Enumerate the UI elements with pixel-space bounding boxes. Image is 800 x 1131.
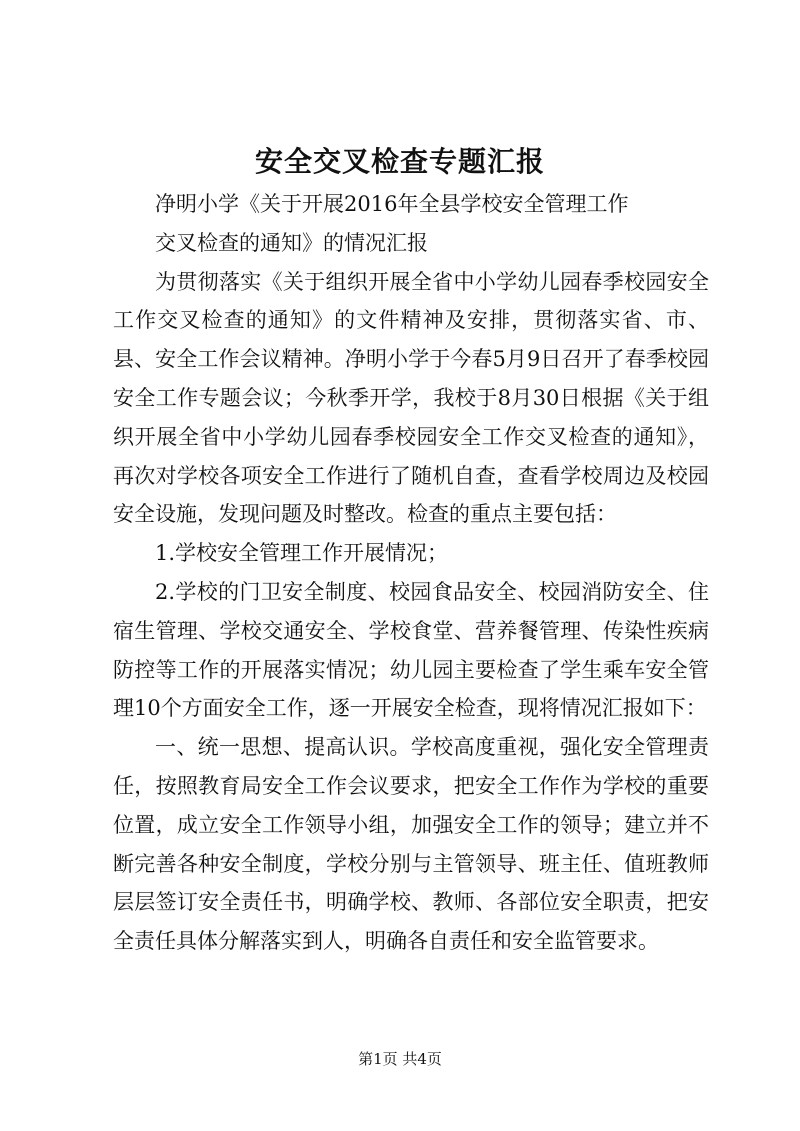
paragraph-item-1: 1.学校安全管理工作开展情况； xyxy=(155,541,449,566)
paragraph-heading-line-1: 净明小学《关于开展2016年全县学校安全管理工作 xyxy=(155,192,629,216)
paragraph-item-2: 2.学校的门卫安全制度、校园食品安全、校园消防安全、住宿生管理、学校交通安全、学校食堂、营养餐管理、传染性疾病防控等工作的开展落实情况；幼儿园主要检查了学生乘车安全管理10个方面安全工作，逐一开展安全检查，现将情况汇报如下： xyxy=(113,579,709,721)
document-title: 安全交叉检查专题汇报 xyxy=(254,145,545,178)
paragraph-intro: 为贯彻落实《关于组织开展全省中小学幼儿园春季校园安全工作交叉检查的通知》的文件精神及安排，贯彻落实省、市、县、安全工作会议精神。净明小学于今春5月9日召开了春季校园安全工作专题会议；今秋季开学，我校于8月30日根据《关于组织开展全省中小学幼儿园春季校园安全工作交叉检查的通知》，再次对学校各项安全工作进行了随机自查，查看学校周边及校园安全设施，发现问题及时整改。检查的重点主要包括： xyxy=(113,269,709,527)
page-number-footer: 第1页 共4页 xyxy=(358,1050,442,1068)
paragraph-section-1: 一、统一思想、提高认识。学校高度重视，强化安全管理责任，按照教育局安全工作会议要求，把安全工作作为学校的重要位置，成立安全工作领导小组，加强安全工作的领导；建立并不断完善各种安全制度，学校分别与主管领导、班主任、值班教师层层签订安全责任书，明确学校、教师、各部位安全职责，把安全责任具体分解落实到人，明确各自责任和安全监管要求。 xyxy=(113,735,709,954)
paragraph-heading-line-2: 交叉检查的通知》的情况汇报 xyxy=(155,230,428,255)
document-body xyxy=(113,185,709,961)
